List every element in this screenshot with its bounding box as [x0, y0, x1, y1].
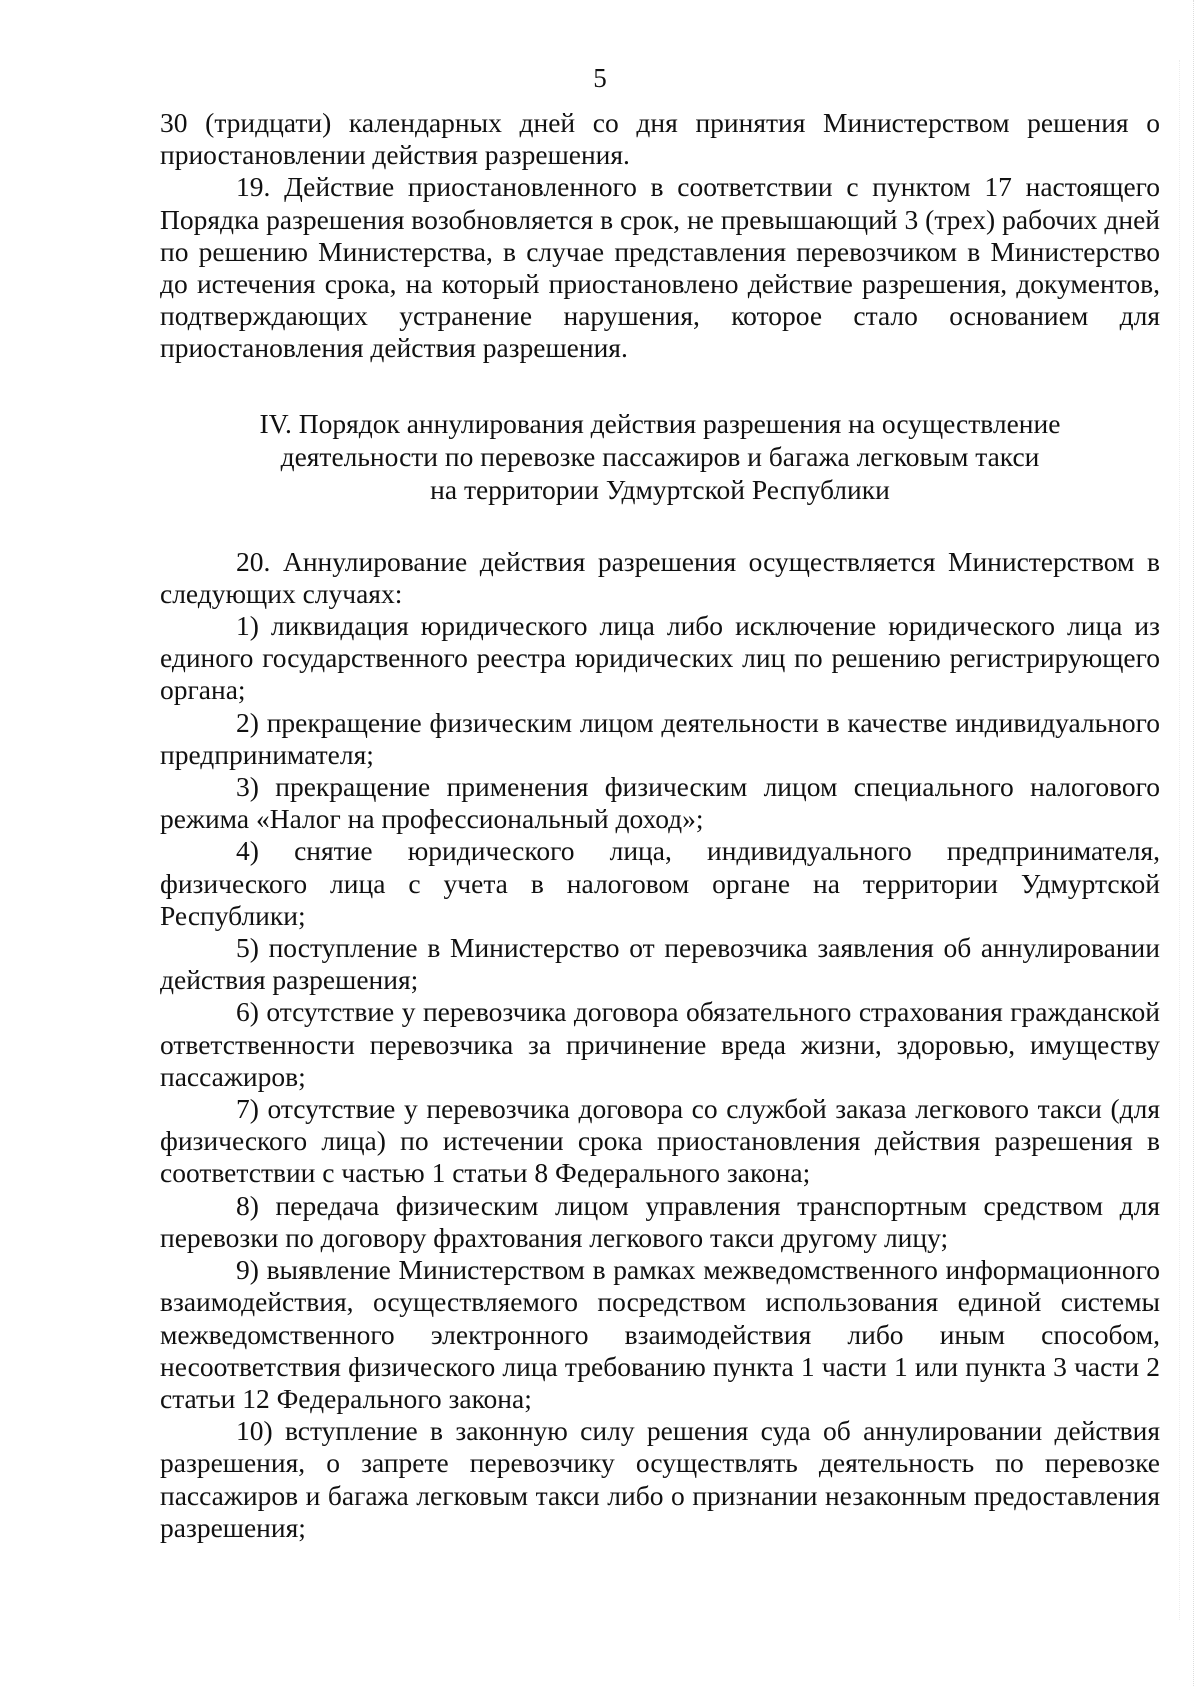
subitem-2: 2) прекращение физическим лицом деятельности в качестве индивидуального предпринимателя; [160, 706, 1160, 770]
subitem-7: 7) отсутствие у перевозчика договора со службой заказа легкового такси (для физического лица) по истечении срока приостановления действия разрешения в соответствии с частью 1 статьи 8 Федерального закона; [160, 1093, 1160, 1189]
subitem-3: 3) прекращение применения физическим лицом специального налогового режима «Налог на профессиональный доход»; [160, 771, 1160, 835]
intro-continuation-paragraph: 30 (тридцати) календарных дней со дня принятия Министерством решения о приостановлении действия разрешения. [160, 107, 1160, 171]
item-20-paragraph: 20. Аннулирование действия разрешения осуществляется Министерством в следующих случаях: [160, 545, 1160, 609]
subitem-5: 5) поступление в Министерство от перевозчика заявления об аннулировании действия разрешения; [160, 932, 1160, 996]
section-heading-line-1: IV. Порядок аннулирования действия разрешения на осуществление [259, 407, 1061, 439]
subitem-6: 6) отсутствие у перевозчика договора обязательного страхования гражданской ответственности перевозчика за причинение вреда жизни, здоровью, имуществу пассажиров; [160, 996, 1160, 1092]
page-number: 5 [593, 63, 607, 93]
section-heading-line-2: деятельности по перевозке пассажиров и багажа легковым такси [280, 440, 1040, 472]
subitem-1: 1) ликвидация юридического лица либо исключение юридического лица из единого государственного реестра юридических лиц по решению регистрирующего органа; [160, 610, 1160, 706]
scan-edge-marks [1189, 0, 1194, 1686]
subitem-9: 9) выявление Министерством в рамках межведомственного информационного взаимодействия, осуществляемого посредством использования единой системы межведомственного электронного взаимодействия либо иным способом, несоответствия физического лица требованию пункта 1 части 1 или пункта 3 части 2 статьи 12 Федерального закона; [160, 1254, 1160, 1414]
section-heading [160, 407, 1160, 506]
subitem-10: 10) вступление в законную силу решения суда об аннулировании действия разрешения, о запрете перевозчику осуществлять деятельность по перевозке пассажиров и багажа легковым такси либо о признании незаконным предоставления разрешения; [160, 1415, 1160, 1543]
item-19-paragraph: 19. Действие приостановленного в соответствии с пунктом 17 настоящего Порядка разрешения возобновляется в срок, не превышающий 3 (трех) рабочих дней по решению Министерства, в случае представления перевозчиком в Министерство до истечения срока, на который приостановлено действие разрешения, документов, подтверждающих устранение нарушения, которое стало основанием для приостановления действия разрешения. [160, 171, 1160, 364]
section-heading-line-3: на территории Удмуртской Республики [430, 473, 890, 505]
subitem-8: 8) передача физическим лицом управления транспортным средством для перевозки по договору фрахтования легкового такси другому лицу; [160, 1189, 1160, 1253]
document-body [160, 107, 1160, 1544]
scan-edge-marks-secondary [1177, 60, 1180, 1620]
subitem-4: 4) снятие юридического лица, индивидуального предпринимателя, физического лица с учета в налоговом органе на территории Удмуртской Республики; [160, 835, 1160, 931]
